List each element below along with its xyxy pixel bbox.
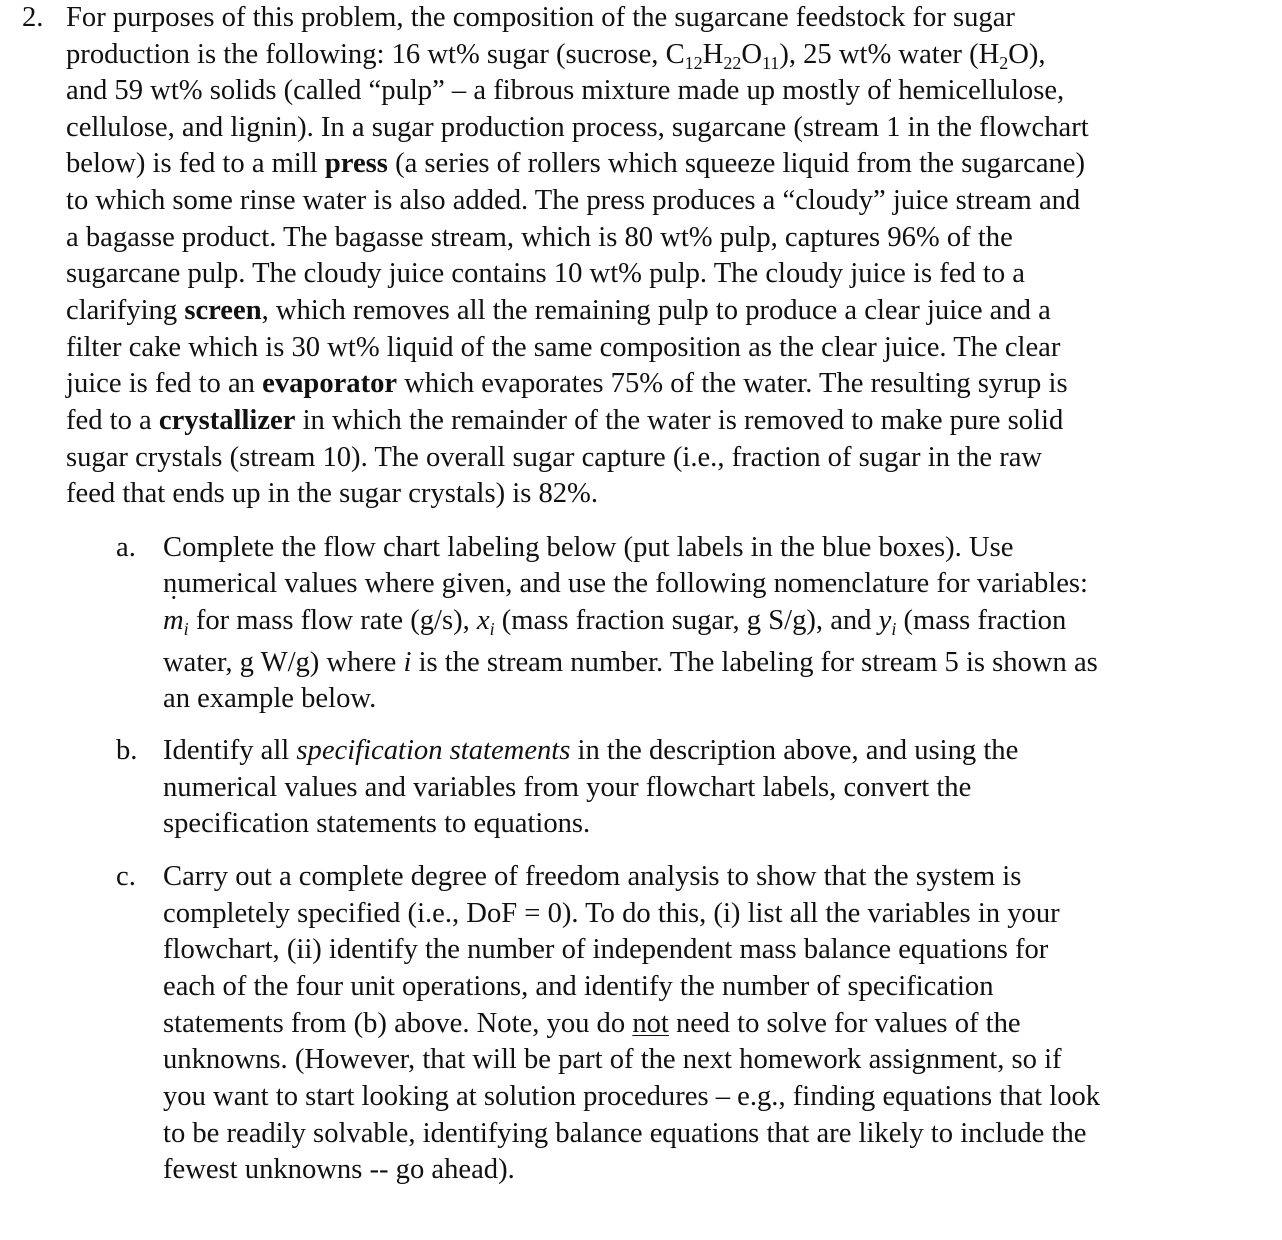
part-label: b.	[116, 735, 138, 766]
problem-number: 2.	[22, 2, 44, 33]
statement-line: feed that ends up in the sugar crystals) is 82%.	[66, 478, 599, 509]
term-press: press	[324, 148, 388, 179]
part-line: completely specified (i.e., DoF = 0). To do this, (i) list all the variables in your	[163, 898, 1060, 929]
part-line: you want to start looking at solution procedures – e.g., finding equations that look	[163, 1081, 1101, 1112]
statement-line: clarifying screen, which removes all the remaining pulp to produce a clear juice and a	[66, 295, 1051, 326]
part-line: numerical values and variables from your flowchart labels, convert the	[163, 772, 972, 803]
statement-line: a bagasse product. The bagasse stream, which is 80 wt% pulp, captures 96% of the	[66, 222, 1013, 253]
statement-line: below) is fed to a mill press (a series of rollers which squeeze liquid from the sugarcane)	[66, 148, 1086, 179]
statement-line: cellulose, and lignin). In a sugar production process, sugarcane (stream 1 in the flowchart	[66, 112, 1089, 143]
part-line: statements from (b) above. Note, you do not need to solve for values of the	[163, 1008, 1021, 1039]
part-line: to be readily solvable, identifying balance equations that are likely to include the	[163, 1118, 1087, 1149]
part-label: a.	[116, 532, 136, 563]
statement-line: filter cake which is 30 wt% liquid of the same composition as the clear juice. The clear	[66, 332, 1061, 363]
emphasis-not: not	[632, 1008, 669, 1039]
statement-line: For purposes of this problem, the composition of the sugarcane feedstock for sugar	[66, 2, 1015, 33]
term-specification-statements: specification statements	[296, 735, 571, 766]
term-evaporator: evaporator	[262, 368, 398, 399]
statement-line: sugar crystals (stream 10). The overall sugar capture (i.e., fraction of sugar in the raw	[66, 442, 1043, 473]
term-screen: screen	[184, 295, 262, 326]
term-crystallizer: crystallizer	[158, 405, 296, 436]
part-line: ˙ $m_i$ for mass flow rate (g/s), $x_i$ (mass fraction sugar, g S/g), and $y_i$ (mass fraction	[163, 603, 1066, 640]
statement-line: juice is fed to an evaporator which evaporates 75% of the water. The resulting syrup is	[66, 368, 1068, 399]
part-line: water, g W/g) where i is the stream number. The labeling for stream 5 is shown as	[163, 647, 1098, 678]
part-line: flowchart, (ii) identify the number of independent mass balance equations for	[163, 934, 1049, 965]
part-line: unknowns. (However, that will be part of the next homework assignment, so if	[163, 1044, 1062, 1075]
part-line: Complete the flow chart labeling below (put labels in the blue boxes). Use	[163, 532, 1014, 563]
statement-line: production is the following: 16 wt% sugar (sucrose, $C_{12}H_{22}O_{11}$), 25 wt% water $(H_2O)$,	[66, 39, 1046, 73]
part-label: c.	[116, 861, 136, 892]
statement-line: to which some rinse water is also added. The press produces a “cloudy” juice stream and	[66, 185, 1081, 216]
part-line: specification statements to equations.	[163, 808, 591, 839]
statement-line: sugarcane pulp. The cloudy juice contains 10 wt% pulp. The cloudy juice is fed to a	[66, 258, 1025, 289]
part-line: each of the four unit operations, and identify the number of specification	[163, 971, 994, 1002]
part-line: fewest unknowns -- go ahead).	[163, 1154, 515, 1185]
statement-line: fed to a crystallizer in which the remainder of the water is removed to make pure solid	[66, 405, 1064, 436]
part-line: Identify all specification statements in the description above, and using the	[163, 735, 1019, 766]
statement-line: and 59 wt% solids (called “pulp” – a fibrous mixture made up mostly of hemicellulose,	[66, 75, 1065, 106]
part-line: an example below.	[163, 683, 377, 714]
part-line: numerical values where given, and use the following nomenclature for variables:	[163, 568, 1088, 599]
part-line: Carry out a complete degree of freedom analysis to show that the system is	[163, 861, 1022, 892]
